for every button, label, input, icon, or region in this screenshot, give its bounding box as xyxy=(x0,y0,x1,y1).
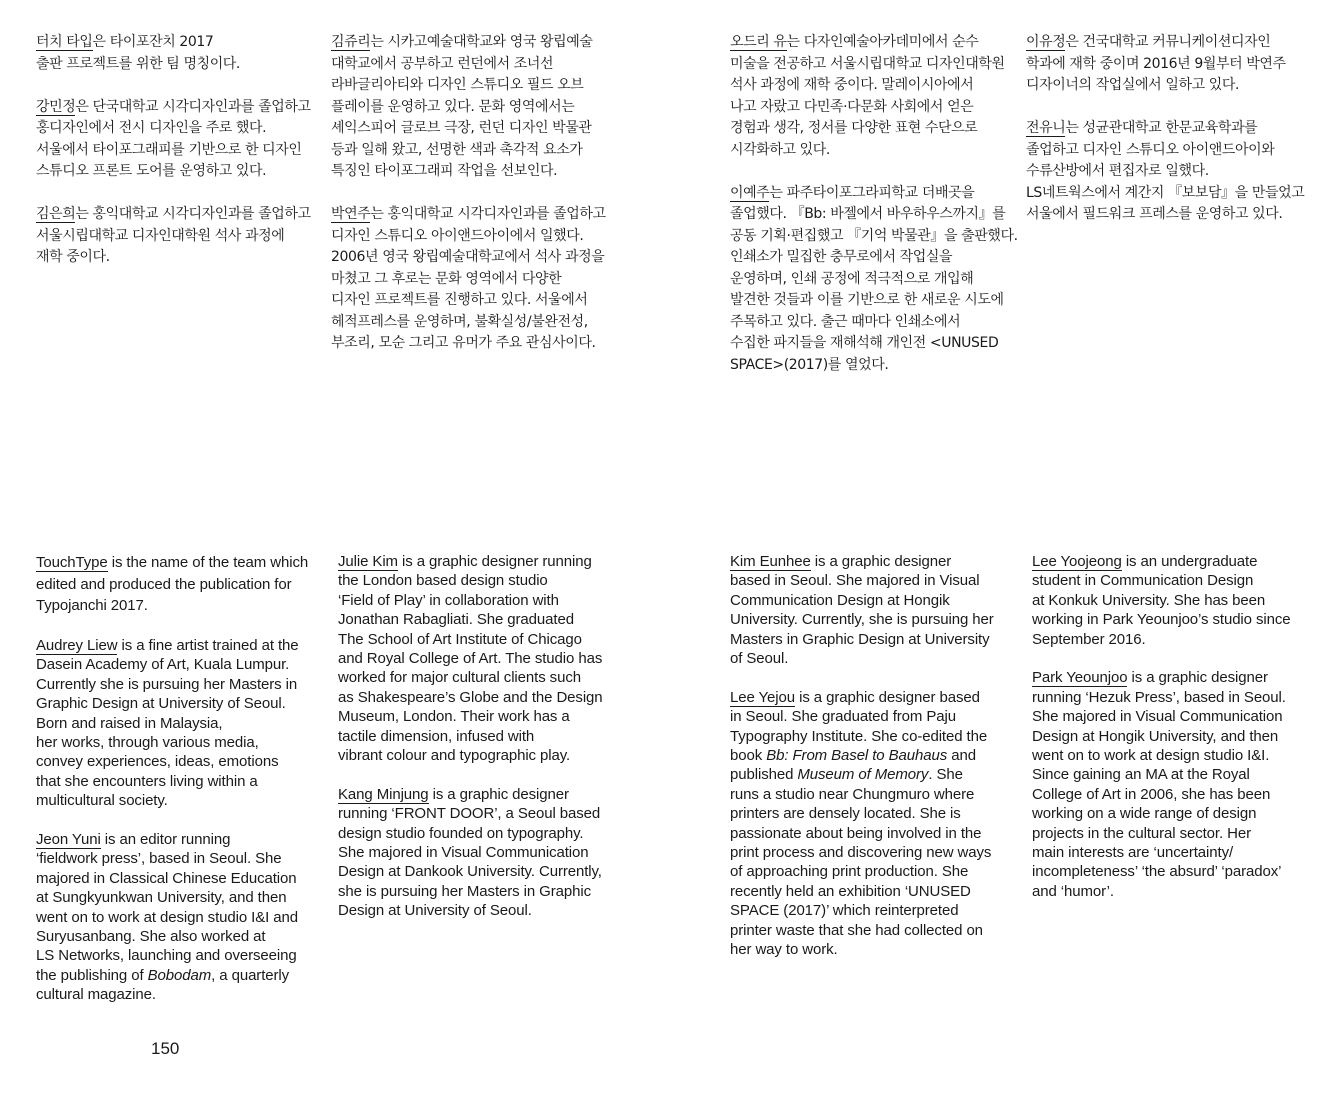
bio-text-tail-2: . She runs a studio near Chungmuro where printers are densely located. She is passionate about being involved in the print process and discovering new ways of approaching print production. She recently held an exhibition ‘UNUSED SPACE (2017)’ which reinterpreted printer waste that she had collected on her way to work. xyxy=(730,766,992,959)
bio-lee-yoojeong-ko xyxy=(1026,32,1326,97)
bio-lee-yejou-en xyxy=(730,688,1020,960)
bio-touchtype-ko xyxy=(36,32,326,75)
bio-name: 이유정 xyxy=(1026,34,1066,50)
bio-text: is a graphic designer running ‘FRONT DOOR’, a Seoul based design studio founded on typography. She majored in Visual Communication Design at Dankook University. Currently, she is pursuing her Masters in Graphic Design at University of Seoul. xyxy=(338,785,602,920)
bio-text: is a graphic designer running ‘Hezuk Press’, based in Seoul. She majored in Visual Communication Design at Hongik University, and then went on to work at design studio I&I. Since gaining an MA at the Royal College of Art in 2006, she has been working on a wide range of design projects in the cultural sector. Her main interests are ‘uncertainty/ incompleteness’ ‘the absurd’ ‘paradox’ and ‘humor’. xyxy=(1032,669,1286,900)
bio-name: Jeon Yuni xyxy=(36,830,101,848)
bio-italic-title: Bb: From Basel to Bauhaus xyxy=(766,747,948,765)
bio-name: 전유니 xyxy=(1026,120,1066,136)
bio-text: 은 단국대학교 시각디자인과를 졸업하고 홍디자인에서 전시 디자인을 주로 했다. 서울에서 타이포그래피를 기반으로 한 디자인 스튜디오 프론트 도어를 운영하고 있다. xyxy=(36,98,311,179)
bio-name: 이예주 xyxy=(730,184,770,201)
bio-audrey-liew-ko xyxy=(730,32,1025,161)
bio-name: Audrey Liew xyxy=(36,636,118,654)
korean-column-2 xyxy=(331,32,631,376)
bio-park-yeounjoo-ko xyxy=(331,204,631,355)
bio-name: Julie Kim xyxy=(338,553,398,570)
bio-text: is a graphic designer based in Seoul. She majored in Visual Communication Design at Hongik University. Currently, she is pursuing her Masters in Graphic Design at University of Seoul. xyxy=(730,553,994,668)
bio-jeon-yuni-ko xyxy=(1026,118,1326,226)
bio-italic-title-2: Museum of Memory xyxy=(797,766,929,784)
bio-name: 김쥬리 xyxy=(331,34,371,50)
bio-julie-kim-ko xyxy=(331,32,631,183)
bio-text: 는 홍익대학교 시각디자인과를 졸업하고 서울시립대학교 디자인대학원 석사 과정에 재학 중이다. xyxy=(36,206,311,265)
bio-jeon-yuni-en xyxy=(36,830,326,1005)
bio-name: 김은희 xyxy=(36,206,76,222)
bio-kang-minjung-ko xyxy=(36,97,326,183)
bio-name: Kim Eunhee xyxy=(730,553,811,570)
bio-park-yeounjoo-en xyxy=(1032,668,1327,901)
bio-text-tail: , a quarterly cultural magazine. xyxy=(36,966,290,1004)
bio-lee-yoojeong-en xyxy=(1032,552,1327,649)
bio-text: is a graphic designer based in Seoul. She graduated from Paju Typography Institute. She co-edited the book xyxy=(730,688,988,765)
bio-name: 터치 타입 xyxy=(36,34,93,50)
bio-text-tail: and published xyxy=(730,747,976,784)
bio-text: is a graphic designer running the London based design studio ‘Field of Play’ in collaboration with Jonathan Rabagliati. She graduated The School of Art Institute of Chicago and Royal College of Art. The studio has worked for major cultural clients such as Shakespeare’s Globe and the Design Museum, London. Their work has a tactile dimension, infused with vibrant colour and typographic play. xyxy=(338,553,603,765)
bio-name: 강민정 xyxy=(36,98,76,115)
bio-text: 는 다자인예술아카데미에서 순수 미술을 전공하고 서울시립대학교 디자인대학원 석사 과정에 재학 중이다. 말레이시아에서 나고 자랐고 다민족·다문화 사회에서 얻은 경험과 생각, 정서를 다양한 표현 수단으로 시각화하고 있다. xyxy=(730,34,1005,158)
bio-kang-minjung-en xyxy=(338,785,628,921)
bio-text: 는 시카고예술대학교와 영국 왕립예술 대학교에서 공부하고 런던에서 조너선 라바글리아티와 디자인 스튜디오 필드 오브 플레이를 운영하고 있다. 문화 영역에서는 셰익스피어 글로브 극장, 런던 디자인 박물관 등과 일해 왔고, 선명한 색과 촉각적 요소가 특징인 타이포그래피 작업을 선보인다. xyxy=(331,34,593,179)
bio-kim-eunhee-en xyxy=(730,552,1020,668)
korean-column-1 xyxy=(36,32,326,290)
bio-text: 는 성균관대학교 한문교육학과를 졸업하고 디자인 스튜디오 아이앤드아이와 수류산방에서 편집자로 일했다. LS네트웍스에서 계간지 『보보담』을 만들었고 서울에서 필드워크 프레스를 운영하고 있다. xyxy=(1026,120,1305,222)
bio-text: is an editor running ‘fieldwork press’, based in Seoul. She majored in Classical Chinese Education at Sungkyunkwan University, and then went on to work at design studio I&I and Suryusanbang. She also worked at LS Networks, launching and overseeing the publishing of xyxy=(36,830,298,984)
page-number: 150 xyxy=(151,1039,180,1058)
bio-name: 박연주 xyxy=(331,206,371,222)
bio-audrey-liew-en xyxy=(36,636,326,811)
bio-touchtype-en xyxy=(36,552,326,617)
bio-name: Lee Yejou xyxy=(730,688,796,706)
bio-lee-yejou-ko xyxy=(730,183,1025,377)
bio-name: Park Yeounjoo xyxy=(1032,669,1128,687)
bio-text: 는 파주타이포그라피학교 더배곳을 졸업했다. 『Bb: 바젤에서 바우하우스까지』를 공동 기획·편집했고 『기억 박물관』을 출판했다. 인쇄소가 밀집한 충무로에서 작업실을 운영하며, 인쇄 공정에 적극적으로 개입해 발견한 것들과 이를 기반으로 한 새로운 시도에 주목하고 있다. 출근 때마다 인쇄소에서 수집한 파지들을 재해석해 개인전 <UNUSED SPACE>(2017)를 열었다. xyxy=(730,184,1018,373)
korean-column-4 xyxy=(1026,32,1326,247)
bio-name: Lee Yoojeong xyxy=(1032,553,1122,570)
bio-text: is an undergraduate student in Communication Design at Konkuk University. She has been working in Park Yeounjoo’s studio since September 2016. xyxy=(1032,553,1291,648)
bio-kim-eunhee-ko xyxy=(36,204,326,269)
english-column-1 xyxy=(36,552,326,1024)
bio-name: 오드리 유 xyxy=(730,34,787,50)
bio-text: is the name of the team which edited and produced the publication for Typojanchi 2017. xyxy=(36,554,309,614)
bio-italic-title: Bobodam xyxy=(147,966,212,984)
english-column-4 xyxy=(1032,552,1327,921)
bio-text: is a fine artist trained at the Dasein Academy of Art, Kuala Lumpur. Currently she is pursuing her Masters in Graphic Design at University of Seoul. Born and raised in Malaysia, her works, through various media, convey experiences, ideas, emotions that she encounters living within a multicultural society. xyxy=(36,636,299,810)
bio-name: Kang Minjung xyxy=(338,785,429,803)
bio-julie-kim-en xyxy=(338,552,628,765)
bio-text: 은 타이포잔치 2017 출판 프로젝트를 위한 팀 명칭이다. xyxy=(36,34,240,72)
korean-column-3 xyxy=(730,32,1025,398)
bio-name: TouchType xyxy=(36,554,108,571)
bio-text: 은 건국대학교 커뮤니케이션디자인 학과에 재학 중이며 2016년 9월부터 박연주 디자이너의 작업실에서 일하고 있다. xyxy=(1026,34,1286,93)
english-column-3 xyxy=(730,552,1020,979)
english-column-2 xyxy=(338,552,628,940)
bio-text: 는 홍익대학교 시각디자인과를 졸업하고 디자인 스튜디오 아이앤드아이에서 일했다. 2006년 영국 왕립예술대학교에서 석사 과정을 마쳤고 그 후로는 문화 영역에서 다양한 디자인 프로젝트를 진행하고 있다. 서울에서 헤적프레스를 운영하며, 불확실성/불완전성, 부조리, 모순 그리고 유머가 주요 관심사이다. xyxy=(331,206,606,351)
